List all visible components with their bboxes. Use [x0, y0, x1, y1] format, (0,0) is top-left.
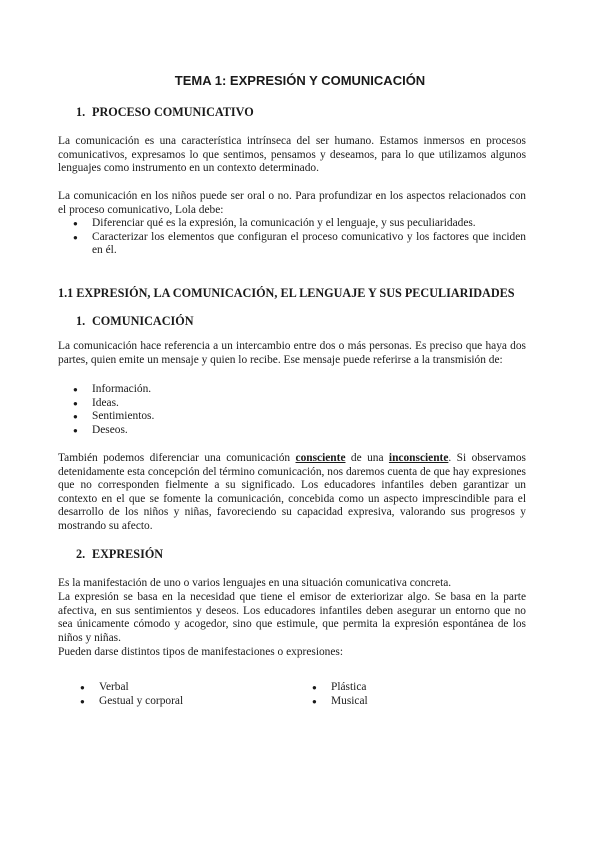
heading-proceso-comunicativo [76, 106, 254, 120]
paragraph-tipos-expresiones: Pueden darse distintos tipos de manifestaciones o expresiones: [58, 646, 344, 658]
list-item: ● Sentimientos. [58, 410, 358, 424]
bullet-list-transmision [58, 383, 358, 437]
list-item: ● Ideas. [58, 397, 358, 411]
list-item: ● Deseos. [58, 424, 358, 438]
text-run: . Si observamos detenidamente esta concepción del término comunicación, nos daremos cuenta de que hay expresiones que no corresponden fielmente a su significado. Los educadores infantiles deben garantizar un contexto en el que se fomente la comunicación, concebida como un aspecto imprescindible para el desarrollo de los niños y niñas, favoreciendo su capacidad expresiva, valorando sus progresos y mostrando su afecto. [58, 452, 526, 532]
paragraph-consciente-inconsciente [58, 452, 526, 534]
heading-number: 2. [76, 547, 86, 561]
paragraph-comunicacion-intro: La comunicación es una característica intrínseca del ser humano. Estamos inmersos en procesos comunicativos, expresamos lo que sentimos, pensamos y deseamos, para lo que utilizamos algunos lenguajes como instrumento en un contexto determinado. [58, 135, 526, 175]
paragraph-expresion-definicion: Es la manifestación de uno o varios lenguajes en una situación comunicativa concreta. [58, 577, 452, 589]
list-item: ● Plástica [297, 681, 497, 695]
paragraph-comunicacion-definicion: La comunicación hace referencia a un intercambio entre dos o más personas. Es preciso que haya dos partes, quien emite un mensaje y quien lo recibe. Ese mensaje puede referirse a la transmisión de: [58, 340, 526, 366]
list-item: ● Información. [58, 383, 358, 397]
keyword-inconsciente: inconsciente [388, 452, 449, 464]
paragraph-expresion-afectiva: La expresión se basa en la necesidad que tiene el emisor de exteriorizar algo. Se basa en la parte afectiva, en sus sentimientos y deseos. Los educadores infantiles deben asegurar un entorno que no sea únicamente cómodo y acogedor, sino que estimule, que permita la expresión espontánea de los niños y niñas. [58, 591, 526, 644]
text-run: También podemos diferenciar una comunicación [58, 452, 296, 464]
heading-section-1-1: 1.1 EXPRESIÓN, LA COMUNICACIÓN, EL LENGUAJE Y SUS PECULIARIDADES [58, 286, 515, 300]
heading-number: 1. [76, 105, 86, 119]
heading-comunicacion [76, 315, 194, 329]
paragraph-comunicacion-ninos: La comunicación en los niños puede ser oral o no. Para profundizar en los aspectos relacionados con el proceso comunicativo, Lola debe: [58, 190, 526, 216]
heading-text: PROCESO COMUNICATIVO [92, 105, 254, 119]
heading-text: COMUNICACIÓN [92, 314, 194, 328]
bullet-list-objetivos [58, 217, 526, 258]
list-item: ● Diferenciar qué es la expresión, la comunicación y el lenguaje, y sus peculiaridades. [58, 217, 526, 231]
list-item: ● Musical [297, 695, 497, 709]
heading-expresion [76, 548, 163, 562]
list-item: ● Verbal [65, 681, 285, 695]
page-title: TEMA 1: EXPRESIÓN Y COMUNICACIÓN [174, 73, 426, 88]
bullet-list-tipos-derecha [297, 681, 497, 708]
keyword-consciente: consciente [295, 452, 346, 464]
heading-number: 1. [76, 314, 86, 328]
heading-text: EXPRESIÓN [92, 547, 164, 561]
text-run: de una [345, 452, 389, 464]
list-item: ● Caracterizar los elementos que configuran el proceso comunicativo y los factores que inciden en él. [58, 231, 526, 258]
bullet-list-tipos-izquierda [65, 681, 285, 708]
list-item: ● Gestual y corporal [65, 695, 285, 709]
